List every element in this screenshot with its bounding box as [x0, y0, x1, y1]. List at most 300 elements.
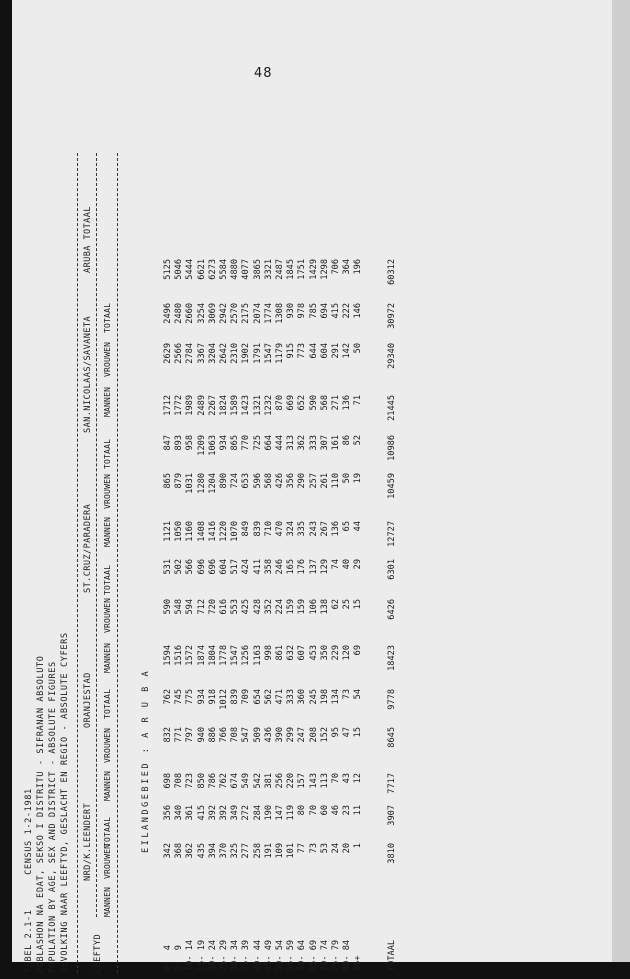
table-cell: 390 [275, 727, 285, 743]
table-cell: 1179 [275, 343, 285, 364]
age-group-label: 25- 29 [219, 939, 229, 971]
table-cell: 229 [331, 645, 341, 661]
table-cell: 762 [163, 689, 173, 705]
table-cell: 745 [174, 689, 185, 705]
table-cell: 333 [308, 435, 319, 451]
table-cell: 73 [342, 689, 353, 700]
table-cell: 157 [297, 773, 308, 789]
total-row-label: TOTAAL [386, 939, 397, 971]
table-cell: 299 [286, 727, 297, 743]
table-cell: 136 [342, 395, 353, 411]
table-cell: 159 [286, 599, 297, 615]
table-cell: 222 [342, 303, 353, 319]
table-cell: 797 [185, 727, 196, 743]
table-cell: 70 [331, 773, 341, 784]
table-cell: 352 [263, 599, 274, 615]
table-cell: 24 [331, 843, 341, 854]
table-cell: 934 [219, 435, 229, 451]
table-cell: 47 [342, 727, 353, 738]
table-cell: 1774 [263, 303, 274, 324]
table-cell: 86 [342, 435, 353, 446]
table-cell: 435 [196, 843, 207, 859]
table-cell: 1408 [196, 521, 207, 542]
table-cell: 368 [174, 843, 185, 859]
table-cell: 394 [207, 843, 218, 859]
table-cell: 267 [319, 521, 330, 537]
sub-header-mannen: MANNEN [103, 642, 112, 673]
table-cell: 257 [308, 473, 319, 489]
table-cell: 708 [174, 773, 185, 789]
table-cell: 1804 [207, 645, 218, 666]
header-top-rule [77, 153, 78, 973]
total-cell: 21445 [386, 395, 397, 421]
sub-header-vrouwen: VROUWEN [103, 341, 112, 377]
table-cell: 773 [297, 343, 308, 359]
table-cell: 15 [353, 599, 364, 610]
table-cell: 2489 [196, 395, 207, 416]
table-cell: 15 [353, 727, 364, 738]
table-cell: 110 [331, 473, 341, 489]
table-cell: 70 [308, 805, 319, 816]
table-cell: 19 [353, 473, 364, 484]
sub-header-mannen: MANNEN [103, 886, 112, 917]
total-cell: 3907 [386, 805, 397, 826]
table-cell: 50 [342, 473, 353, 484]
table-cell: 147 [275, 805, 285, 821]
table-cell: 342 [163, 843, 173, 859]
table-cell: 594 [185, 599, 196, 615]
table-cell: 861 [275, 645, 285, 661]
table-cell: 271 [331, 395, 341, 411]
table-cell: 350 [319, 645, 330, 661]
table-cell: 143 [308, 773, 319, 789]
table-cell: 246 [275, 559, 285, 575]
table-cell: 6621 [196, 259, 207, 280]
age-group-label: 65- 69 [308, 939, 319, 971]
age-group-label: 80- 84 [342, 939, 353, 971]
table-cell: 720 [207, 599, 218, 615]
age-group-label: 10- 14 [185, 939, 196, 971]
region-header-oranjestad: ORANJESTAD [83, 672, 93, 728]
table-cell: 370 [219, 843, 229, 859]
sub-header-mannen: MANNEN [103, 516, 112, 547]
total-cell: 6426 [386, 599, 397, 620]
table-cell: 562 [263, 689, 274, 705]
table-cell: 708 [230, 727, 241, 743]
table-cell: 509 [252, 727, 263, 743]
table-cell: 2074 [252, 303, 263, 324]
table-cell: 770 [241, 435, 252, 451]
table-cell: 915 [286, 343, 297, 359]
table-cell: 43 [342, 773, 353, 784]
table-cell: 277 [241, 843, 252, 859]
table-cell: 436 [263, 727, 274, 743]
table-cell: 3321 [263, 259, 274, 280]
table-cell: 2570 [230, 303, 241, 324]
title-line-4: BEVOLKING NAAR LEEFTYD, GESLACHT EN REGIO - ABSOLUTE CYFERS [60, 632, 70, 973]
table-cell: 674 [230, 773, 241, 789]
table-cell: 1824 [219, 395, 229, 416]
table-cell: 1772 [174, 395, 185, 416]
table-cell: 109 [275, 843, 285, 859]
age-group-label: 20- 24 [207, 939, 218, 971]
page-number: 48 [254, 66, 273, 81]
table-cell: 3069 [207, 303, 218, 324]
table-cell: 517 [230, 559, 241, 575]
table-cell: 101 [286, 843, 297, 859]
table-cell: 324 [286, 521, 297, 537]
table-cell: 1589 [230, 395, 241, 416]
table-cell: 978 [297, 303, 308, 319]
sub-header-vrouwen: VROUWEN [103, 843, 112, 879]
table-cell: 120 [342, 645, 353, 661]
table-cell: 654 [252, 689, 263, 705]
table-cell: 25 [342, 599, 353, 610]
rotated-census-table [23, 133, 397, 973]
total-cell: 29340 [386, 343, 397, 369]
table-cell: 198 [319, 689, 330, 705]
total-cell: 6301 [386, 559, 397, 580]
table-cell: 146 [353, 303, 364, 319]
table-cell: 425 [241, 599, 252, 615]
table-cell: 839 [252, 521, 263, 537]
table-cell: 95 [331, 727, 341, 738]
table-cell: 1791 [252, 343, 263, 364]
total-cell: 30972 [386, 303, 397, 329]
table-cell: 1423 [241, 395, 252, 416]
table-cell: 696 [207, 559, 218, 575]
table-cell: 2175 [241, 303, 252, 324]
table-cell: 113 [319, 773, 330, 789]
table-cell: 604 [219, 559, 229, 575]
header-mid-rule [96, 153, 97, 917]
table-cell: 709 [241, 689, 252, 705]
table-cell: 762 [219, 773, 229, 789]
table-cell: 2784 [185, 343, 196, 364]
table-cell: 77 [297, 843, 308, 854]
table-cell: 247 [297, 727, 308, 743]
table-cell: 12 [353, 773, 364, 784]
table-cell: 50 [353, 343, 364, 354]
table-cell: 176 [297, 559, 308, 575]
scan-left-border [0, 0, 12, 979]
table-cell: 325 [230, 843, 241, 859]
table-cell: 307 [319, 435, 330, 451]
sub-header-mannen: MANNEN [103, 770, 112, 801]
table-cell: 1121 [163, 521, 173, 542]
table-cell: 1160 [185, 521, 196, 542]
table-cell: 1874 [196, 645, 207, 666]
header-bottom-rule [117, 153, 118, 973]
region-header-aruba: ARUBA TOTAAL [83, 206, 93, 273]
table-cell: 1902 [241, 343, 252, 364]
table-cell: 1308 [275, 303, 285, 324]
table-cell: 392 [219, 805, 229, 821]
table-cell: 137 [308, 559, 319, 575]
table-cell: 333 [286, 689, 297, 705]
table-cell: 1070 [230, 521, 241, 542]
sub-header-totaal: TOTAAL [103, 438, 112, 469]
table-cell: 847 [163, 435, 173, 451]
table-cell: 142 [342, 343, 353, 359]
table-cell: 1845 [286, 259, 297, 280]
table-cell: 568 [263, 473, 274, 489]
table-cell: 616 [219, 599, 229, 615]
table-cell: 652 [297, 395, 308, 411]
table-cell: 196 [353, 259, 364, 275]
age-group-label: 60- 64 [297, 939, 308, 971]
table-cell: 553 [230, 599, 241, 615]
table-cell: 644 [308, 343, 319, 359]
table-cell: 771 [174, 727, 185, 743]
table-cell: 998 [263, 645, 274, 661]
table-cell: 23 [342, 805, 353, 816]
sub-header-vrouwen: VROUWEN [103, 727, 112, 763]
sub-header-vrouwen: VROUWEN [103, 473, 112, 509]
table-cell: 52 [353, 435, 364, 446]
table-cell: 243 [308, 521, 319, 537]
total-cell: 9778 [386, 689, 397, 710]
table-cell: 3367 [196, 343, 207, 364]
table-cell: 290 [297, 473, 308, 489]
table-cell: 1 [353, 843, 364, 849]
table-cell: 653 [241, 473, 252, 489]
table-cell: 11 [353, 805, 364, 816]
table-cell: 664 [263, 435, 274, 451]
table-cell: 119 [286, 805, 297, 821]
table-cell: 159 [297, 599, 308, 615]
table-cell: 604 [319, 343, 330, 359]
table-cell: 44 [353, 521, 364, 532]
table-cell: 208 [308, 727, 319, 743]
table-cell: 698 [163, 773, 173, 789]
table-cell: 958 [185, 435, 196, 451]
total-cell: 3810 [386, 843, 397, 864]
table-cell: 2566 [174, 343, 185, 364]
table-cell: 356 [286, 473, 297, 489]
table-cell: 1572 [185, 645, 196, 666]
age-group-label: 15- 19 [196, 939, 207, 971]
table-cell: 568 [319, 395, 330, 411]
table-cell: 5125 [163, 259, 173, 280]
table-cell: 129 [319, 559, 330, 575]
table-cell: 2310 [230, 343, 241, 364]
table-cell: 69 [353, 645, 364, 656]
age-group-label: 5- 9 [174, 945, 185, 971]
table-cell: 424 [241, 559, 252, 575]
table-cell: 1516 [174, 645, 185, 666]
table-cell: 2496 [163, 303, 173, 324]
table-cell: 865 [163, 473, 173, 489]
region-header-santacruz: ST.CRUZ/PARADERA [83, 503, 93, 593]
age-group-label: 50- 54 [275, 939, 285, 971]
table-cell: 54 [353, 689, 364, 700]
sub-header-totaal: TOTAAL [103, 816, 112, 847]
table-cell: 29 [353, 559, 364, 570]
sub-header-mannen: MANNEN [103, 386, 112, 417]
table-cell: 4077 [241, 259, 252, 280]
table-cell: 362 [297, 435, 308, 451]
table-cell: 1280 [196, 473, 207, 494]
table-cell: 5046 [174, 259, 185, 280]
total-cell: 8645 [386, 727, 397, 748]
table-cell: 256 [275, 773, 285, 789]
table-cell: 2487 [275, 259, 285, 280]
table-cell: 879 [174, 473, 185, 489]
table-cell: 590 [308, 395, 319, 411]
table-cell: 40 [342, 559, 353, 570]
table-cell: 165 [286, 559, 297, 575]
table-cell: 1416 [207, 521, 218, 542]
table-cell: 3254 [196, 303, 207, 324]
table-cell: 865 [230, 435, 241, 451]
table-cell: 364 [342, 259, 353, 275]
table-cell: 161 [331, 435, 341, 451]
table-cell: 313 [286, 435, 297, 451]
total-cell: 12727 [386, 521, 397, 547]
table-cell: 723 [185, 773, 196, 789]
table-cell: 607 [297, 645, 308, 661]
total-cell: 60312 [386, 259, 397, 285]
title-line-1: TABEL 2.1-1 CENSUS 1-2-1981 [24, 788, 34, 973]
table-cell: 725 [252, 435, 263, 451]
table-cell: 261 [319, 473, 330, 489]
table-cell: 1012 [219, 689, 229, 710]
table-cell: 335 [297, 521, 308, 537]
table-cell: 6273 [207, 259, 218, 280]
table-cell: 2480 [174, 303, 185, 324]
table-cell: 548 [174, 599, 185, 615]
table-cell: 566 [185, 559, 196, 575]
table-cell: 1298 [319, 259, 330, 280]
table-cell: 415 [331, 303, 341, 319]
table-cell: 2267 [207, 395, 218, 416]
table-cell: 547 [241, 727, 252, 743]
table-cell: 272 [241, 805, 252, 821]
table-titles [23, 133, 71, 973]
table-cell: 5584 [219, 259, 229, 280]
table-cell: 470 [275, 521, 285, 537]
table-cell: 870 [275, 395, 285, 411]
table-cell: 71 [353, 395, 364, 406]
table-cell: 785 [308, 303, 319, 319]
table-cell: 349 [230, 805, 241, 821]
table-cell: 2942 [219, 303, 229, 324]
table-cell: 1204 [207, 473, 218, 494]
table-cell: 106 [308, 599, 319, 615]
age-group-label: 85+ [353, 955, 364, 971]
table-cell: 918 [207, 689, 218, 705]
table-cell: 775 [185, 689, 196, 705]
sub-header-totaal: TOTAAL [103, 302, 112, 333]
eilandgebied-label: EILANDGEBIED : A R U B A [141, 668, 151, 853]
age-group-label: 35- 39 [241, 939, 252, 971]
total-cell: 7717 [386, 773, 397, 794]
table-cell: 502 [174, 559, 185, 575]
table-cell: 1778 [219, 645, 229, 666]
table-cell: 1712 [163, 395, 173, 416]
table-cell: 136 [331, 521, 341, 537]
table-cell: 832 [163, 727, 173, 743]
table-cell: 724 [230, 473, 241, 489]
table-cell: 839 [230, 689, 241, 705]
table-cell: 669 [286, 395, 297, 411]
table-cell: 590 [163, 599, 173, 615]
table-cell: 220 [286, 773, 297, 789]
table-cell: 362 [185, 843, 196, 859]
age-group-label: 0- 4 [163, 945, 173, 971]
table-cell: 471 [275, 689, 285, 705]
table-cell: 20 [342, 843, 353, 854]
table-cell: 696 [196, 559, 207, 575]
table-cell: 934 [196, 689, 207, 705]
table-cell: 1547 [230, 645, 241, 666]
table-cell: 258 [252, 843, 263, 859]
table-cell: 73 [308, 843, 319, 854]
total-cell: 18423 [386, 645, 397, 671]
table-cell: 60 [319, 805, 330, 816]
table-cell: 2629 [163, 343, 173, 364]
total-cell: 10459 [386, 473, 397, 499]
table-cell: 1547 [263, 343, 274, 364]
table-cell: 191 [263, 843, 274, 859]
table-cell: 1429 [308, 259, 319, 280]
table-cell: 444 [275, 435, 285, 451]
table-cell: 152 [319, 727, 330, 743]
title-line-2: POBLASHON NA EDAT, SEKSO I DISTRITU - SIFRANAN ABSOLUTO [36, 655, 46, 973]
age-group-label: 40- 44 [252, 939, 263, 971]
table-cell: 190 [263, 805, 274, 821]
table-cell: 381 [263, 773, 274, 789]
table-cell: 1989 [185, 395, 196, 416]
table-cell: 2642 [219, 343, 229, 364]
table-cell: 74 [331, 559, 341, 570]
table-cell: 1163 [252, 645, 263, 666]
table-cell: 415 [196, 805, 207, 821]
age-group-label: 75- 79 [331, 939, 341, 971]
table-cell: 850 [196, 773, 207, 789]
table-cell: 3865 [252, 259, 263, 280]
table-cell: 340 [174, 805, 185, 821]
table-cell: 1232 [263, 395, 274, 416]
table-cell: 80 [297, 805, 308, 816]
table-cell: 3204 [207, 343, 218, 364]
table-cell: 893 [174, 435, 185, 451]
table-cell: 411 [252, 559, 263, 575]
table-cell: 1209 [196, 435, 207, 456]
sub-header-totaal: TOTAAL [103, 564, 112, 595]
region-header-noord: NRD/K.LEENDERT [83, 802, 93, 881]
table-cell: 138 [319, 599, 330, 615]
table-cell: 358 [263, 559, 274, 575]
table-cell: 890 [219, 473, 229, 489]
table-cell: 291 [331, 343, 341, 359]
scan-right-border [612, 0, 630, 979]
table-cell: 360 [297, 689, 308, 705]
table-cell: 1321 [252, 395, 263, 416]
table-cell: 392 [207, 805, 218, 821]
region-header-sannicolaas: SAN.NICOLAAS/SAVANETA [83, 315, 93, 433]
table-cell: 930 [286, 303, 297, 319]
table-cell: 426 [275, 473, 285, 489]
table-cell: 361 [185, 805, 196, 821]
table-cell: 62 [331, 599, 341, 610]
table-cell: 1063 [207, 435, 218, 456]
table-cell: 766 [219, 727, 229, 743]
table-cell: 786 [207, 773, 218, 789]
table-cell: 46 [331, 805, 341, 816]
age-group-label: 55- 59 [286, 939, 297, 971]
